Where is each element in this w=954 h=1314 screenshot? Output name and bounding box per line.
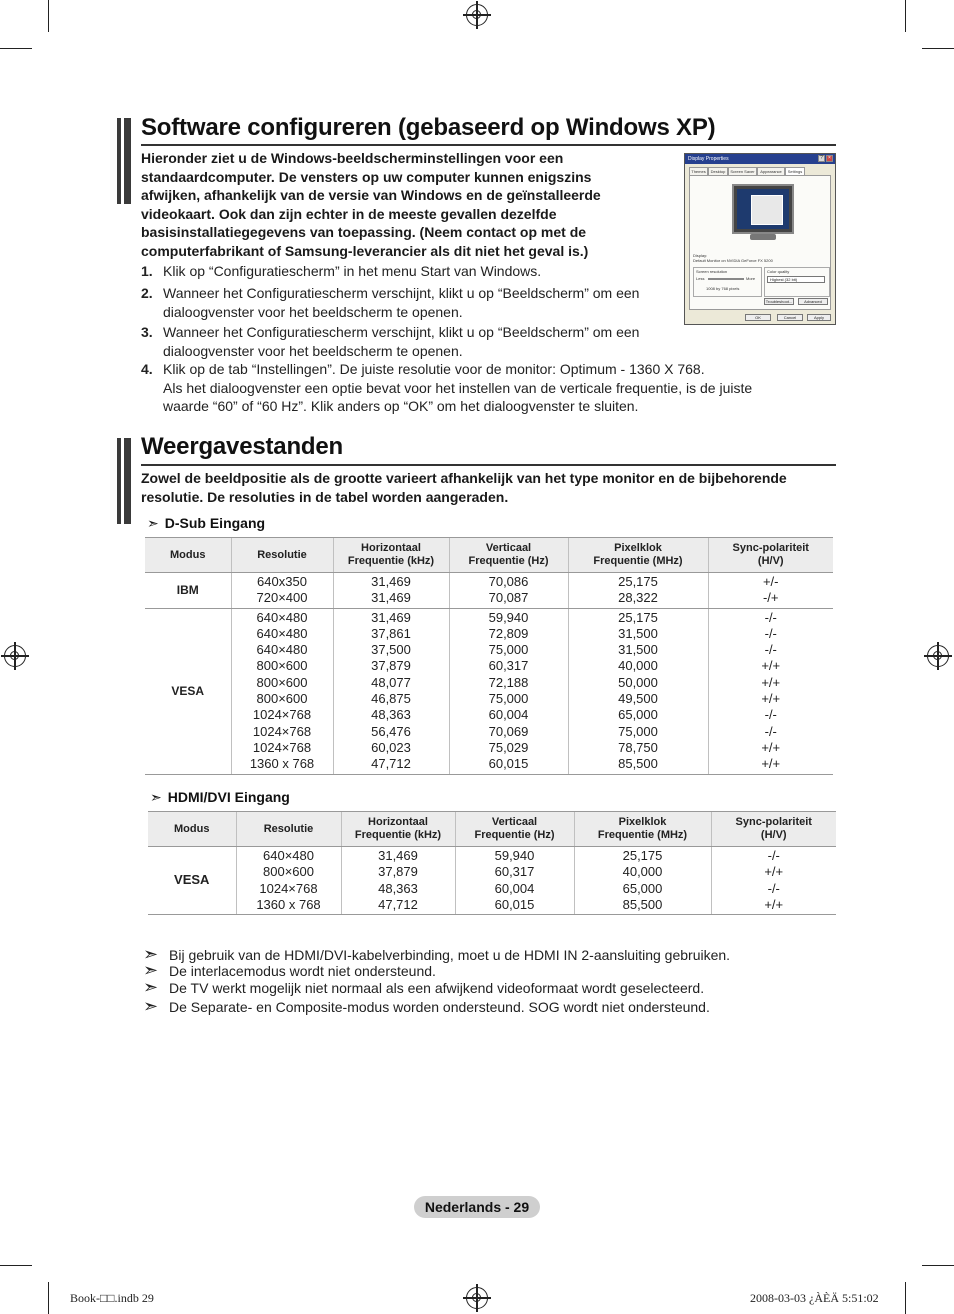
col-header: Resolutie	[236, 812, 341, 847]
cell-value: 37,861	[371, 625, 411, 641]
cell-value: 59,940	[488, 609, 529, 625]
registration-mark-icon	[466, 4, 488, 26]
cell-value: 720×400	[256, 590, 308, 606]
cell-value: -/-	[764, 707, 777, 723]
note-text: De interlacemodus wordt niet ondersteund.	[169, 963, 436, 979]
cell-value: 40,000	[622, 864, 663, 880]
cell-value: 31,469	[371, 590, 411, 606]
registration-mark-icon	[927, 645, 949, 667]
cell-value: 65,000	[622, 880, 663, 896]
dialog-titlebar: Display Properties	[685, 154, 835, 164]
cell-value: 46,875	[371, 691, 411, 707]
tab-desktop: Desktop	[708, 167, 728, 175]
col-header: Verticaal Frequentie (Hz)	[449, 538, 568, 573]
cell-value: 60,015	[494, 896, 535, 912]
h-freq-cell	[333, 608, 449, 774]
arrow-icon: ➣	[150, 789, 162, 805]
cell-value: 1024×768	[259, 880, 318, 896]
mode-cell: IBM	[145, 573, 231, 609]
step-text	[163, 360, 752, 416]
arrow-icon: ➣	[143, 977, 159, 997]
advanced-button: Advanced	[798, 298, 828, 305]
registration-mark-icon	[466, 1287, 488, 1309]
cell-value: -/-	[764, 625, 777, 641]
intro-line: Hieronder ziet u de Windows-beeldscherminstellingen voor een	[141, 150, 564, 166]
cell-value: +/+	[764, 896, 784, 912]
cell-value: 640×480	[256, 609, 308, 625]
monitor-stand	[750, 234, 776, 240]
resolution-value: 1008 by 768 pixels	[706, 286, 740, 291]
cell-value: 31,500	[618, 625, 658, 641]
step-text	[163, 284, 639, 321]
cell-value: 31,469	[371, 574, 411, 589]
step-line: Wanneer het Configuratiescherm verschijnt, klikt u op “Beeldscherm” om een	[163, 285, 640, 301]
title-rule	[141, 464, 836, 466]
cell-value: 37,879	[378, 864, 418, 880]
crop-mark	[48, 1282, 49, 1314]
table-row	[145, 608, 833, 774]
mode-cell: VESA	[145, 608, 231, 774]
v-freq-cell	[455, 847, 574, 915]
step-number: 4.	[141, 361, 153, 377]
cell-value: 800×600	[256, 674, 308, 690]
cell-value: 40,000	[618, 658, 658, 674]
col-header: Resolutie	[231, 538, 333, 573]
cell-value: +/+	[761, 756, 781, 772]
section-title: Weergavestanden	[141, 433, 343, 460]
color-group	[764, 267, 830, 297]
cell-value: 85,500	[622, 896, 663, 912]
cell-value: 48,077	[371, 674, 411, 690]
tab-settings: Settings	[785, 167, 805, 175]
display-properties-screenshot	[684, 153, 836, 325]
pixel-clock-cell	[568, 608, 708, 774]
arrow-icon: ➣	[143, 960, 159, 980]
cell-value: -/-	[764, 642, 777, 658]
crop-mark	[48, 0, 49, 32]
intro-line: Zowel de beeldpositie als de grootte varieert afhankelijk van het type monitor en de bijbehorende	[141, 470, 787, 486]
col-header: Horizontaal Frequentie (kHz)	[341, 812, 455, 847]
cell-value: 1024×768	[252, 707, 312, 723]
step-line: waarde “60” of “60 Hz”. Klik anders op “OK” om het dialoogvenster te sluiten.	[163, 398, 639, 414]
cell-value: 640x350	[257, 574, 307, 589]
color-select: Highest (32 bit)	[767, 276, 825, 283]
cell-value: 47,712	[378, 896, 418, 912]
cell-value: 48,363	[378, 880, 418, 896]
step-line: Wanneer het Configuratiescherm verschijnt, klikt u op “Beeldscherm” om een	[163, 324, 640, 340]
cell-value: -/-	[764, 723, 777, 739]
cell-value: 60,317	[494, 864, 535, 880]
h-freq-cell	[333, 573, 449, 609]
cell-value: 47,712	[371, 756, 411, 772]
more-label: More	[746, 276, 756, 281]
arrow-icon: ➣	[143, 996, 159, 1016]
resolution-label: Screen resolution	[696, 269, 728, 274]
table-row	[148, 847, 836, 915]
section-title: Software configureren (gebaseerd op Windows XP)	[141, 114, 716, 141]
intro-line: standaardcomputer. De vensters op uw computer kunnen enigszins	[141, 168, 592, 185]
crop-mark	[905, 0, 906, 32]
dialog-tabs	[689, 167, 831, 175]
display-value: Default Monitor on NVIDIA GeForce FX 5200	[693, 258, 773, 263]
cell-value: 37,879	[371, 658, 411, 674]
cell-value: 800×600	[263, 864, 314, 880]
cell-value: 75,029	[488, 739, 529, 755]
less-label: Less	[696, 276, 705, 281]
tab-appearance: Appearance	[757, 167, 785, 175]
mode-cell: VESA	[148, 847, 236, 915]
cell-value: 85,500	[618, 756, 658, 772]
resolution-group	[693, 267, 762, 297]
cell-value: -/+	[762, 590, 779, 606]
pixel-clock-cell	[574, 847, 711, 915]
cell-value: 25,175	[622, 848, 663, 863]
cell-value: 50,000	[618, 674, 658, 690]
step-number: 2.	[141, 285, 153, 301]
note-text: De Separate- en Composite-modus worden ondersteund. SOG wordt niet ondersteund.	[169, 999, 710, 1015]
note-text: De TV werkt mogelijk niet normaal als een afwijkend videoformaat wordt geselecteerd.	[169, 980, 705, 996]
intro-line: resolutie. De resoluties in de tabel worden aangeraden.	[141, 488, 509, 505]
step-number: 3.	[141, 324, 153, 340]
help-icon: ?	[818, 155, 825, 162]
cell-value: 28,322	[618, 590, 658, 606]
col-header: Verticaal Frequentie (Hz)	[455, 812, 574, 847]
cell-value: +/+	[764, 864, 784, 880]
cell-value: 1024×768	[252, 739, 312, 755]
tab-screensaver: Screen Saver	[728, 167, 757, 175]
note-text: Bij gebruik van de HDMI/DVI-kabelverbinding, moet u de HDMI IN 2-aansluiting gebruiken.	[169, 947, 731, 963]
resolution-cell	[231, 573, 333, 609]
cell-value: 60,317	[488, 658, 529, 674]
section-bar	[124, 118, 131, 204]
title-rule	[141, 144, 836, 146]
crop-mark	[905, 1282, 906, 1314]
step-text: Klik op “Configuratiescherm” in het menu Start van Windows.	[163, 263, 542, 279]
troubleshoot-button: Troubleshoot...	[765, 299, 793, 304]
cell-value: 59,940	[494, 848, 535, 863]
crop-mark	[0, 48, 32, 49]
registration-mark-icon	[4, 645, 26, 667]
cell-value: +/+	[761, 739, 781, 755]
section-bar	[117, 118, 121, 204]
cell-value: 60,023	[371, 739, 411, 755]
cell-value: -/-	[767, 848, 780, 863]
intro-line: videokaart. Ook dan zijn echter in de meeste gevallen dezelfde	[141, 205, 557, 222]
hdmi-table	[148, 811, 836, 915]
h-freq-cell	[341, 847, 455, 915]
cell-value: 56,476	[371, 723, 411, 739]
monitor-icon	[732, 184, 794, 234]
col-header: Pixelklok Frequentie (MHz)	[568, 538, 708, 573]
cell-value: 1360 x 768	[256, 896, 321, 912]
step-line: Klik op de tab “Instellingen”. De juiste resolutie voor de monitor: Optimum - 1360 X 768.	[163, 361, 705, 377]
cell-value: 31,500	[618, 642, 658, 658]
col-header: Sync-polariteit (H/V)	[708, 538, 833, 573]
sync-cell	[708, 573, 833, 609]
cell-value: 78,750	[618, 739, 658, 755]
col-header: Horizontaal Frequentie (kHz)	[333, 538, 449, 573]
cell-value: 75,000	[488, 691, 529, 707]
step-text	[163, 323, 639, 360]
apply-button: Apply	[807, 314, 831, 321]
color-label: Color quality	[767, 269, 790, 274]
crop-mark	[922, 1265, 954, 1266]
cell-value: 65,000	[618, 707, 658, 723]
v-freq-cell	[449, 573, 568, 609]
col-header: Modus	[145, 538, 231, 573]
print-slug-right: 2008-03-03 ¿ÀÈÄ 5:51:02	[750, 1291, 879, 1305]
cell-value: 31,469	[378, 848, 418, 863]
v-freq-cell	[449, 608, 568, 774]
cell-value: 640×480	[256, 625, 308, 641]
cell-value: 60,015	[488, 756, 529, 772]
pixel-clock-cell	[568, 573, 708, 609]
display-label: Display:	[693, 253, 708, 258]
resolution-cell	[231, 608, 333, 774]
step-line: dialoogvenster voor het beeldscherm te openen.	[163, 342, 463, 359]
section-bar	[117, 438, 121, 524]
table-row	[145, 573, 833, 609]
page-number-badge: Nederlands - 29	[414, 1196, 540, 1218]
col-header: Sync-polariteit (H/V)	[711, 812, 836, 847]
cell-value: 37,500	[371, 642, 411, 658]
cell-value: -/-	[767, 880, 780, 896]
arrow-icon: ➣	[143, 944, 159, 964]
cell-value: 1024×768	[252, 723, 312, 739]
settings-panel	[689, 175, 831, 310]
step-number: 1.	[141, 263, 153, 279]
sync-cell	[708, 608, 833, 774]
dsub-table	[145, 537, 833, 775]
dsub-heading	[147, 515, 265, 532]
intro-text	[141, 149, 681, 260]
resolution-slider	[708, 278, 744, 280]
print-slug-left: Book-□□.indb 29	[70, 1291, 154, 1305]
resolution-cell	[236, 847, 341, 915]
cell-value: 800×600	[256, 691, 308, 707]
cell-value: 60,004	[488, 707, 529, 723]
cell-value: +/+	[761, 658, 781, 674]
cell-value: 49,500	[618, 691, 658, 707]
step-line: Als het dialoogvenster een optie bevat voor het instellen van de verticale frequentie, is de juiste	[163, 379, 753, 396]
cell-value: 640×480	[263, 848, 314, 863]
cell-value: 70,086	[488, 574, 529, 589]
cell-value: 60,004	[494, 880, 535, 896]
cell-value: 640×480	[256, 642, 308, 658]
sync-cell	[711, 847, 836, 915]
section-bar	[124, 438, 131, 524]
hdmi-heading-text: HDMI/DVI Eingang	[167, 789, 290, 805]
cancel-button: Cancel	[777, 314, 803, 321]
cell-value: -/-	[764, 609, 777, 625]
cell-value: 25,175	[618, 609, 658, 625]
cell-value: 72,188	[488, 674, 529, 690]
cell-value: 1360 x 768	[249, 756, 315, 772]
cell-value: +/+	[761, 674, 781, 690]
cell-value: 75,000	[618, 723, 658, 739]
cell-value: 31,469	[371, 609, 411, 625]
cell-value: 25,175	[618, 574, 658, 589]
intro-line: afwijken, afhankelijk van de versie van Windows en de geïnstalleerde	[141, 187, 601, 203]
cell-value: 800×600	[256, 658, 308, 674]
cell-value: +/-	[762, 574, 779, 589]
cell-value: 48,363	[371, 707, 411, 723]
cell-value: 70,087	[488, 590, 529, 606]
intro-line: basisinstallatiegegevens van toepassing. (Neem contact op met de	[141, 224, 587, 240]
intro-line: computerfabrikant of Samsung-leverancier als dit niet het geval is.)	[141, 242, 589, 259]
close-icon: ×	[826, 155, 833, 162]
cell-value: 70,069	[488, 723, 529, 739]
col-header: Pixelklok Frequentie (MHz)	[574, 812, 711, 847]
hdmi-heading	[150, 789, 290, 806]
ok-button: OK	[745, 314, 771, 321]
crop-mark	[0, 1265, 32, 1266]
intro-text	[141, 469, 841, 506]
crop-mark	[922, 48, 954, 49]
tab-themes: Themes	[689, 167, 708, 175]
col-header: Modus	[148, 812, 236, 847]
cell-value: 75,000	[488, 642, 529, 658]
arrow-icon: ➣	[147, 515, 159, 531]
step-line: dialoogvenster voor het beeldscherm te openen.	[163, 303, 463, 320]
cell-value: 72,809	[488, 625, 529, 641]
cell-value: +/+	[761, 691, 781, 707]
dsub-heading-text: D-Sub Eingang	[164, 515, 266, 531]
